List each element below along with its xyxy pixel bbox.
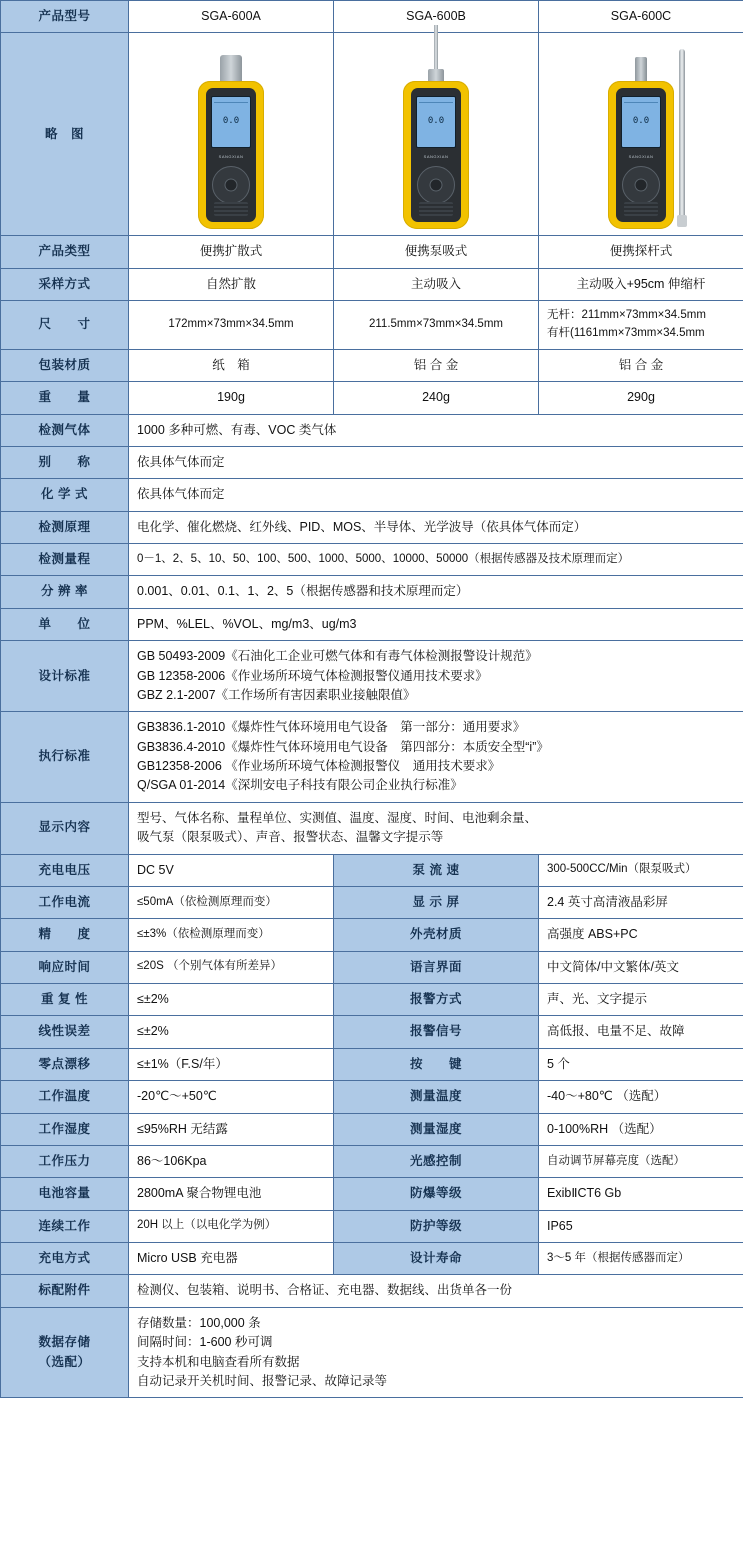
table-row-battery — [1, 1178, 743, 1210]
table-row-working-humidity — [1, 1113, 743, 1145]
charge-mode-value: Micro USB 充电器 — [129, 1243, 334, 1275]
table-row-formula — [1, 479, 743, 511]
row-label-product-type: 产品类型 — [1, 236, 129, 268]
repeatability-value: ≤±2% — [129, 984, 334, 1016]
device-image-c — [539, 33, 743, 236]
dimensions-a: 172mm×73mm×34.5mm — [129, 301, 334, 350]
row-label-working-humidity: 工作湿度 — [1, 1113, 129, 1145]
short-nozzle-icon — [635, 57, 647, 81]
working-temp-value: -20℃～+50℃ — [129, 1081, 334, 1113]
row-label-data-storage — [1, 1307, 129, 1398]
table-row-charge-mode — [1, 1243, 743, 1275]
row-label-zero-drift: 零点漂移 — [1, 1048, 129, 1080]
device-image-b — [334, 33, 539, 236]
detect-gas-value: 1000 多种可燃、有毒、VOC 类气体 — [129, 414, 743, 446]
design-standard-value — [129, 641, 743, 712]
table-row-exec-standard — [1, 712, 743, 803]
row-label-range: 检测量程 — [1, 544, 129, 576]
measure-temp-value: -40～+80℃ （选配） — [539, 1081, 743, 1113]
exec-standard-line-3: GB12358-2006 《作业场所环境气体检测报警仪 通用技术要求》 — [137, 759, 501, 773]
battery-value: 2800mA 聚合物锂电池 — [129, 1178, 334, 1210]
table-row-model — [1, 1, 743, 33]
design-standard-line-3: GBZ 2.1-2007《工作场所有害因素职业接触限值》 — [137, 687, 416, 702]
table-row-display-content — [1, 802, 743, 854]
keypad-icon — [212, 166, 250, 204]
table-row-repeatability — [1, 984, 743, 1016]
display-content-line-2: 吸气泵（限泵吸式）、声音、报警状态、温馨文字提示等 — [137, 830, 444, 845]
design-life-value: 3～5 年（根据传感器而定） — [539, 1243, 743, 1275]
device-image-a — [129, 33, 334, 236]
product-type-a: 便携扩散式 — [129, 236, 334, 268]
row-label-design-standard: 设计标准 — [1, 641, 129, 712]
row-label-weight: 重 量 — [1, 382, 129, 414]
sensor-cap-icon — [220, 55, 242, 81]
product-type-b: 便携泵吸式 — [334, 236, 539, 268]
row-label-alias: 别 称 — [1, 446, 129, 478]
table-row-dimensions — [1, 301, 743, 350]
sampling-c: 主动吸入+95cm 伸缩杆 — [539, 268, 743, 300]
ip-rating-value: IP65 — [539, 1210, 743, 1242]
row-label-accuracy: 精 度 — [1, 919, 129, 951]
principle-value: 电化学、催化燃烧、红外线、PID、MOS、半导体、光学波导（依具体气体而定） — [129, 511, 743, 543]
row-label-unit: 单 位 — [1, 608, 129, 640]
table-row-diagram — [1, 33, 743, 236]
light-control-value: 自动调节屏幕亮度（选配） — [539, 1145, 743, 1177]
row-label-keys: 按 键 — [334, 1048, 539, 1080]
model-b: SGA-600B — [334, 1, 539, 33]
row-label-ex-rating: 防爆等级 — [334, 1178, 539, 1210]
continuous-work-value: 20H 以上（以电化学为例） — [129, 1210, 334, 1242]
brand-text-c: SANGXIAN — [628, 154, 654, 160]
device-body — [198, 81, 264, 229]
row-label-display-screen: 显 示 屏 — [334, 886, 539, 918]
sampling-a: 自然扩散 — [129, 268, 334, 300]
row-label-repeatability: 重 复 性 — [1, 984, 129, 1016]
dimensions-b: 211.5mm×73mm×34.5mm — [334, 301, 539, 350]
zero-drift-value: ≤±1%（F.S/年） — [129, 1048, 334, 1080]
device-body — [608, 81, 674, 229]
row-label-linear-error: 线性误差 — [1, 1016, 129, 1048]
row-label-packaging: 包装材质 — [1, 349, 129, 381]
row-label-working-current: 工作电流 — [1, 886, 129, 918]
shell-material-value: 高强度 ABS+PC — [539, 919, 743, 951]
table-row-detect-gas — [1, 414, 743, 446]
row-label-dimensions: 尺 寸 — [1, 301, 129, 350]
measure-humidity-value: 0-100%RH （选配） — [539, 1113, 743, 1145]
pump-flow-value: 300-500CC/Min（限泵吸式） — [539, 854, 743, 886]
ex-rating-value: ExibⅡCT6 Gb — [539, 1178, 743, 1210]
alarm-signal-value: 高低报、电量不足、故障 — [539, 1016, 743, 1048]
row-label-battery: 电池容量 — [1, 1178, 129, 1210]
sampling-b: 主动吸入 — [334, 268, 539, 300]
table-row-product-type — [1, 236, 743, 268]
working-current-value: ≤50mA（依检测原理而变） — [129, 886, 334, 918]
row-label-sampling: 采样方式 — [1, 268, 129, 300]
table-row-alias — [1, 446, 743, 478]
row-label-working-pressure: 工作压力 — [1, 1145, 129, 1177]
table-row-weight — [1, 382, 743, 414]
screen-value-b: 0.0 — [427, 116, 445, 127]
dimensions-c-line1: 无杆：211mm×73mm×34.5mm — [547, 309, 706, 322]
data-storage-value — [129, 1307, 743, 1398]
data-storage-label-line2: （选配） — [38, 1354, 91, 1369]
working-pressure-value: 86～106Kpa — [129, 1145, 334, 1177]
data-storage-label-line1: 数据存储 — [38, 1335, 91, 1350]
exec-standard-line-1: GB3836.1-2010《爆炸性气体环境用电气设备 第一部分：通用要求》 — [137, 720, 526, 735]
device-screen — [211, 96, 251, 148]
working-humidity-value: ≤95%RH 无结露 — [129, 1113, 334, 1145]
table-row-continuous-work — [1, 1210, 743, 1242]
response-time-value: ≤20S （个别气体有所差异） — [129, 951, 334, 983]
table-row-design-standard — [1, 641, 743, 712]
unit-value: PPM、%LEL、%VOL、mg/m3、ug/m3 — [129, 608, 743, 640]
vent-grille — [624, 202, 658, 216]
formula-value: 依具体气体而定 — [129, 479, 743, 511]
packaging-b: 铝 合 金 — [334, 349, 539, 381]
row-label-display-content: 显示内容 — [1, 802, 129, 854]
table-row-accessories — [1, 1275, 743, 1307]
row-label-working-temp: 工作温度 — [1, 1081, 129, 1113]
probe-rod-icon — [679, 49, 685, 225]
table-row-accuracy — [1, 919, 743, 951]
exec-standard-value — [129, 712, 743, 803]
table-row-packaging — [1, 349, 743, 381]
accuracy-value: ≤±3%（依检测原理而变） — [129, 919, 334, 951]
device-face — [616, 88, 666, 222]
design-standard-line-2: GB 12358-2006《作业场所环境气体检测报警仪通用技术要求》 — [137, 668, 488, 683]
weight-b: 240g — [334, 382, 539, 414]
data-storage-line-2: 间隔时间：1-600 秒可调 — [137, 1335, 273, 1350]
resolution-value: 0.001、0.01、0.1、1、2、5（根据传感器和技术原理而定） — [129, 576, 743, 608]
data-storage-line-4: 自动记录开关机时间、报警记录、故障记录等 — [137, 1373, 388, 1388]
charge-voltage-value: DC 5V — [129, 854, 334, 886]
table-row-resolution — [1, 576, 743, 608]
row-label-formula: 化 学 式 — [1, 479, 129, 511]
dimensions-c-line2: 有杆(1161mm×73mm×34.5mm — [547, 326, 705, 339]
model-c: SGA-600C — [539, 1, 743, 33]
table-row-data-storage — [1, 1307, 743, 1398]
row-label-detect-gas: 检测气体 — [1, 414, 129, 446]
row-label-model: 产品型号 — [1, 1, 129, 33]
accessories-value: 检测仪、包装箱、说明书、合格证、充电器、数据线、出货单各一份 — [129, 1275, 743, 1307]
device-screen — [416, 96, 456, 148]
exec-standard-line-4: Q/SGA 01-2014《深圳安电子科技有限公司企业执行标准》 — [137, 778, 463, 793]
display-content-value — [129, 802, 743, 854]
range-value: 0－1、2、5、10、50、100、500、1000、5000、10000、50000（根据传感器及技术原理而定） — [129, 544, 743, 576]
table-row-charge-voltage — [1, 854, 743, 886]
row-label-principle: 检测原理 — [1, 511, 129, 543]
table-row-response-time — [1, 951, 743, 983]
table-row-principle — [1, 511, 743, 543]
alarm-mode-value: 声、光、文字提示 — [539, 984, 743, 1016]
vent-grille — [419, 202, 453, 216]
language-value: 中文简体/中文繁体/英文 — [539, 951, 743, 983]
row-label-resolution: 分 辨 率 — [1, 576, 129, 608]
table-row-unit — [1, 608, 743, 640]
row-label-shell-material: 外壳材质 — [334, 919, 539, 951]
device-face — [411, 88, 461, 222]
display-screen-value: 2.4 英寸高清液晶彩屏 — [539, 886, 743, 918]
weight-c: 290g — [539, 382, 743, 414]
keypad-icon — [622, 166, 660, 204]
row-label-response-time: 响应时间 — [1, 951, 129, 983]
data-storage-line-3: 支持本机和电脑查看所有数据 — [137, 1354, 300, 1369]
display-content-line-1: 型号、气体名称、量程单位、实测值、温度、湿度、时间、电池剩余量、 — [137, 810, 538, 825]
row-label-exec-standard: 执行标准 — [1, 712, 129, 803]
row-label-charge-mode: 充电方式 — [1, 1243, 129, 1275]
linear-error-value: ≤±2% — [129, 1016, 334, 1048]
row-label-accessories: 标配附件 — [1, 1275, 129, 1307]
product-type-c: 便携探杆式 — [539, 236, 743, 268]
keypad-icon — [417, 166, 455, 204]
device-screen — [621, 96, 661, 148]
device-face — [206, 88, 256, 222]
packaging-c: 铝 合 金 — [539, 349, 743, 381]
exec-standard-line-2: GB3836.4-2010《爆炸性气体环境用电气设备 第四部分：本质安全型“i”》 — [137, 739, 549, 754]
table-row-working-pressure — [1, 1145, 743, 1177]
brand-text-b: SANGXIAN — [423, 154, 449, 160]
row-label-charge-voltage: 充电电压 — [1, 854, 129, 886]
screen-value-a: 0.0 — [222, 116, 240, 127]
device-body — [403, 81, 469, 229]
screen-value-c: 0.0 — [632, 116, 650, 127]
row-label-pump-flow: 泵 流 速 — [334, 854, 539, 886]
data-storage-line-1: 存储数量：100,000 条 — [137, 1315, 261, 1330]
packaging-a: 纸 箱 — [129, 349, 334, 381]
table-row-sampling — [1, 268, 743, 300]
vent-grille — [214, 202, 248, 216]
row-label-continuous-work: 连续工作 — [1, 1210, 129, 1242]
row-label-design-life: 设计寿命 — [334, 1243, 539, 1275]
row-label-language: 语言界面 — [334, 951, 539, 983]
design-standard-line-1: GB 50493-2009《石油化工企业可燃气体和有毒气体检测报警设计规范》 — [137, 649, 538, 664]
row-label-diagram: 略 图 — [1, 33, 129, 236]
row-label-measure-temp: 测量温度 — [334, 1081, 539, 1113]
table-row-working-temp — [1, 1081, 743, 1113]
dimensions-c — [539, 301, 743, 350]
keys-value: 5 个 — [539, 1048, 743, 1080]
row-label-ip-rating: 防护等级 — [334, 1210, 539, 1242]
alias-value: 依具体气体而定 — [129, 446, 743, 478]
brand-text-a: SANGXIAN — [218, 154, 244, 160]
table-row-zero-drift — [1, 1048, 743, 1080]
weight-a: 190g — [129, 382, 334, 414]
model-a: SGA-600A — [129, 1, 334, 33]
table-row-working-current — [1, 886, 743, 918]
row-label-measure-humidity: 测量湿度 — [334, 1113, 539, 1145]
table-row-range — [1, 544, 743, 576]
row-label-light-control: 光感控制 — [334, 1145, 539, 1177]
row-label-alarm-mode: 报警方式 — [334, 984, 539, 1016]
table-row-linear-error — [1, 1016, 743, 1048]
row-label-alarm-signal: 报警信号 — [334, 1016, 539, 1048]
pump-nozzle-icon — [434, 25, 438, 81]
